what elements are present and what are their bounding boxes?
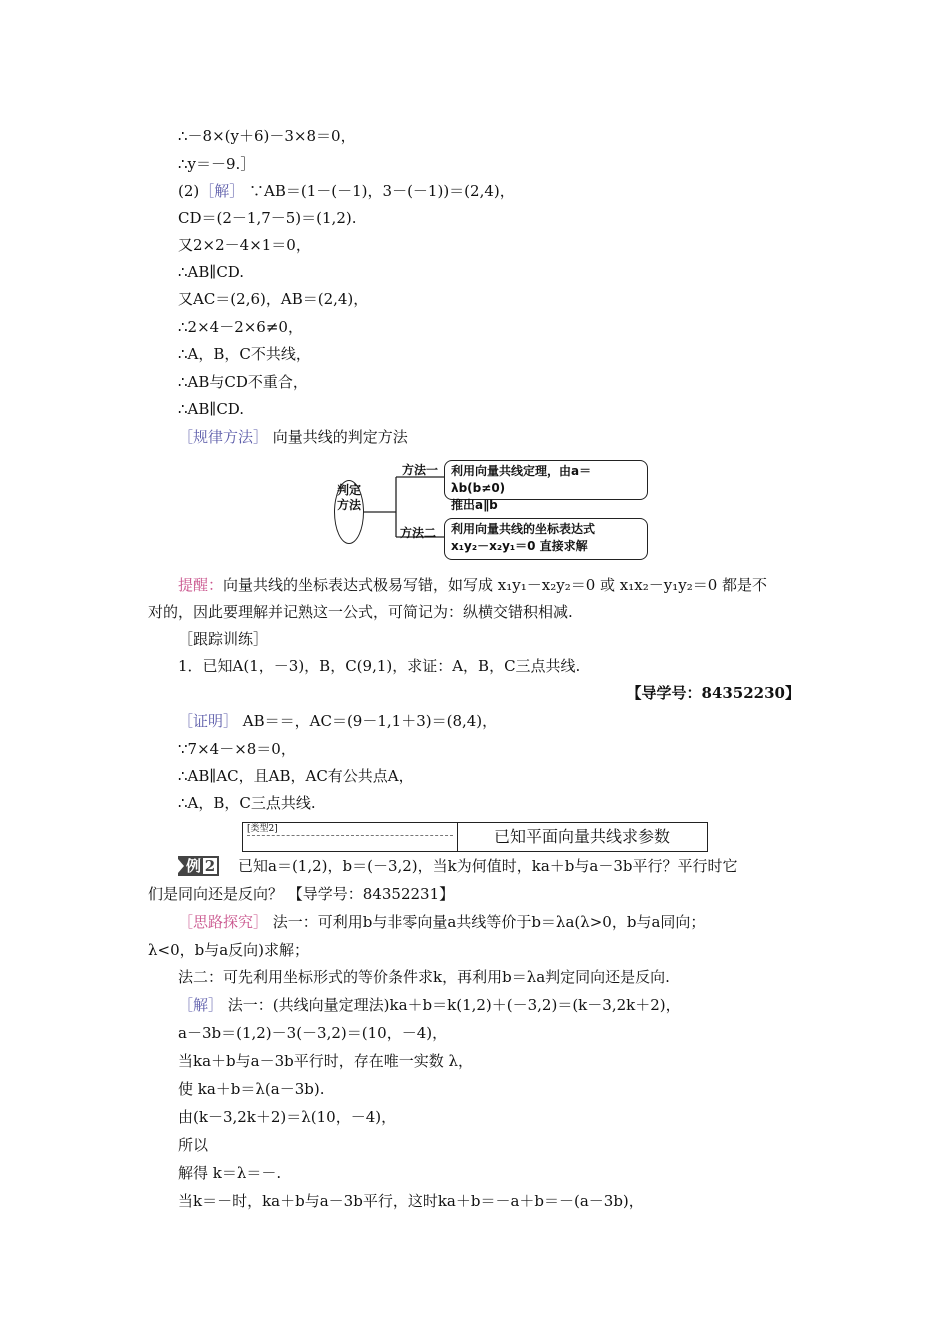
text-line: ∴AB与CD不重合， (178, 373, 308, 391)
text-line: CD＝(2－1,7－5)＝(1,2). (178, 209, 357, 227)
example-badge (178, 856, 219, 876)
text-span: 法一：(共线向量定理法)ka＋b＝k(1,2)＋(－3,2)＝(k－3,2k＋2)， (223, 996, 681, 1014)
text-line: 又2×2－4×1＝0， (178, 236, 311, 254)
rule-line (178, 427, 408, 447)
type-header-box (242, 822, 708, 852)
proof-tag: ［证明］ (178, 712, 239, 730)
solution-line (178, 181, 515, 201)
text-line: 使 ka＋b＝λ(a－3b). (178, 1080, 325, 1098)
text-line: ∴AB∥CD. (178, 263, 245, 281)
part-number: (2) (178, 182, 200, 200)
method1-line1: 利用向量共线定理，由a＝λb(b≠0) (451, 464, 592, 495)
example-line: 们是同向还是反向？ 【导学号：84352231】 (148, 885, 455, 903)
text-line: ∴AB∥CD. (178, 400, 245, 418)
diagram-root: 判定方法 (334, 480, 364, 544)
rule-tag: ［规律方法］ (178, 428, 269, 446)
text-line: ∴2×4－2×6≠0， (178, 318, 303, 336)
example-line: 已知a＝(1,2)，b＝(－3,2)，当k为何值时，ka＋b与a－3b平行？平行时它 (238, 857, 738, 875)
text-line: ∵7×4－×8＝0， (178, 740, 296, 758)
guide-number: 【导学号：84352230】 (626, 684, 800, 702)
dashed-rule (247, 835, 453, 836)
tip-text: 向量共线的坐标表达式极易写错，如写成 x₁y₁－x₂y₂＝0 或 x₁x₂－y₁y₂＝0 都是不 (223, 576, 768, 594)
method2-box (444, 518, 648, 560)
text-span: ∵AB＝(1－(－1)，3－(－1))＝(2,4)， (244, 182, 515, 200)
text-line: 当ka＋b与a－3b平行时，存在唯一实数 λ， (178, 1052, 473, 1070)
text-line: ∴－8×(y＋6)－3×8＝0， (178, 127, 356, 145)
example-number: 2 (204, 857, 216, 875)
text-line: a－3b＝(1,2)－3(－3,2)＝(10，－4)， (178, 1024, 448, 1042)
solution-tag: ［解］ (199, 182, 245, 200)
question-1: 1．已知A(1，－3)，B，C(9,1)，求证：A，B，C三点共线. (178, 657, 581, 675)
method2-line1: 利用向量共线的坐标表达式 (451, 522, 596, 536)
text-line: 解得 k＝λ＝－. (178, 1164, 282, 1182)
idea-line (178, 912, 705, 932)
example-tag: 例 (186, 857, 202, 875)
solution-tag: ［解］ (178, 996, 224, 1014)
tip-tag: 提醒： (178, 576, 224, 594)
training-header: ［跟踪训练］ (178, 630, 269, 648)
text-line: 对的，因此要理解并记熟这一公式，可简记为：纵横交错积相减. (148, 603, 573, 621)
proof-line (178, 711, 497, 731)
type-label-cell (243, 823, 458, 851)
method1-line2: 推出a∥b (451, 498, 498, 512)
text-line: ∴A，B，C不共线， (178, 345, 311, 363)
text-line: ∴y＝－9.］ (178, 155, 256, 173)
text-line: 当k＝－时，ka＋b与a－3b平行，这时ka＋b＝－a＋b＝－(a－3b)， (178, 1192, 644, 1210)
tip-line (178, 575, 767, 595)
rule-text: 向量共线的判定方法 (268, 428, 408, 446)
text-line: 所以 (178, 1136, 209, 1154)
text-line: ∴AB∥AC，且AB，AC有公共点A， (178, 767, 414, 785)
method1-box (444, 460, 648, 512)
text-span: AB＝＝，AC＝(9－1,1＋3)＝(8,4)， (238, 712, 498, 730)
text-line: 法二：可先利用坐标形式的等价条件求k，再利用b＝λa判定同向还是反向. (178, 968, 670, 986)
method1-label: 方法一 (402, 463, 439, 477)
idea-tag: ［思路探究］ (178, 913, 269, 931)
text-line: 由(k－3,2k＋2)＝λ(10，－4)， (178, 1108, 397, 1126)
solution-line (178, 995, 681, 1015)
method2-label: 方法二 (400, 526, 437, 540)
text-span: 法一：可利用b与非零向量a共线等价于b＝λa(λ>0，b与a同向； (268, 913, 706, 931)
method-diagram (330, 452, 650, 562)
text-line: 又AC＝(2,6)，AB＝(2,4)， (178, 290, 369, 308)
type-label: [类型2] (247, 824, 278, 834)
type-title: 已知平面向量共线求参数 (493, 827, 670, 846)
text-line: ∴A，B，C三点共线. (178, 794, 316, 812)
text-line: λ<0，b与a反向)求解； (148, 941, 310, 959)
method2-line2: x₁y₂－x₂y₁＝0 直接求解 (451, 539, 588, 553)
